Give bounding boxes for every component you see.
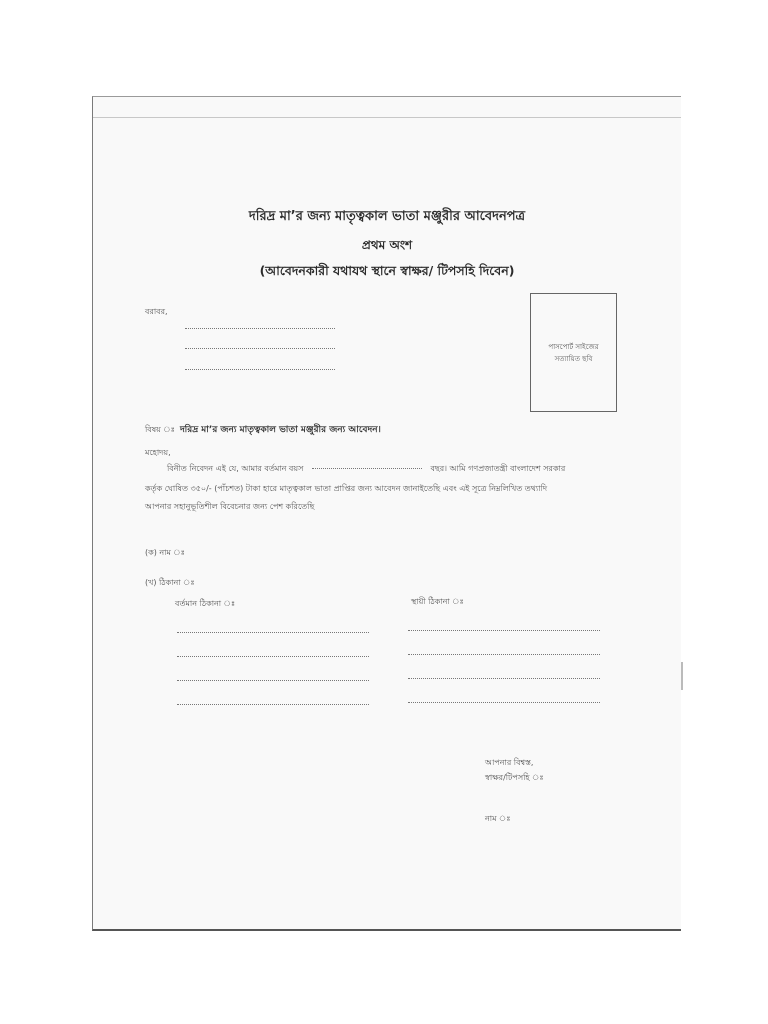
subject-prefix: বিষয় ঃ: [145, 425, 175, 434]
signature-name-label: নাম ঃ: [485, 814, 511, 823]
permanent-address-line: [408, 678, 600, 679]
current-address-label: বর্তমান ঠিকানা ঃ: [175, 599, 236, 608]
salutation: মহোদয়,: [145, 448, 171, 457]
address-line: [185, 369, 335, 370]
scanned-form-page: [92, 96, 681, 931]
para-line-1-start: বিনীত নিবেদন এই যে, আমার বর্তমান বয়স: [167, 464, 304, 473]
para-line-2: কর্তৃক ঘোষিত ৩৫০/- (পাঁচশত) টাকা হারে মাতৃত্বকাল ভাতা প্রাপ্তির জন্য আবেদন জানাইতেছি এবং এই সূত্রে নিম্নলিখিত তথ্যাদি: [145, 484, 548, 493]
permanent-address-label: স্থায়ী ঠিকানা ঃ: [411, 597, 464, 606]
subject-text: দরিদ্র মা’র জন্য মাতৃত্বকাল ভাতা মঞ্জুরীর জন্য আবেদন।: [179, 425, 381, 435]
address-label: (খ) ঠিকানা ঃ: [145, 578, 195, 587]
name-label: (ক) নাম ঃ: [145, 548, 185, 557]
para-line-1-end: বছর। আমি গণপ্রজাতন্ত্রী বাংলাদেশ সরকার: [430, 464, 566, 473]
form-title: দরিদ্র মা’র জন্য মাতৃত্বকাল ভাতা মঞ্জুরীর আবেদনপত্র: [248, 209, 526, 224]
to-label: বরাবর,: [145, 307, 168, 316]
form-part: প্রথম অংশ: [361, 238, 413, 252]
scan-edge-mark: [681, 662, 683, 690]
signature-label: স্বাক্ষর/টিপসহি ঃ: [485, 773, 544, 782]
para-line-1: [167, 459, 565, 479]
closing-text: আপনার বিশ্বস্ত,: [485, 758, 534, 767]
current-address-line: [177, 680, 369, 681]
current-address-line: [177, 656, 369, 657]
permanent-address-line: [408, 654, 600, 655]
para-line-3: আপনার সহানুভূতিশীল বিবেচনার জন্য পেশ করিতেছি: [145, 502, 315, 511]
form-instruction: (আবেদনকারী যথাযথ স্থানে স্বাক্ষর/ টিপসহি দিবেন): [259, 263, 515, 278]
age-blank: [312, 468, 422, 469]
current-address-line: [177, 632, 369, 633]
current-address-line: [177, 704, 369, 705]
address-line: [185, 328, 335, 329]
photo-box: [530, 293, 617, 412]
subject-line: [145, 417, 381, 437]
permanent-address-line: [408, 702, 600, 703]
permanent-address-line: [408, 630, 600, 631]
photo-caption: পাসপোর্ট সাইজের সত্যায়িত ছবি: [548, 342, 599, 363]
top-rule: [93, 117, 681, 118]
address-line: [185, 348, 335, 349]
